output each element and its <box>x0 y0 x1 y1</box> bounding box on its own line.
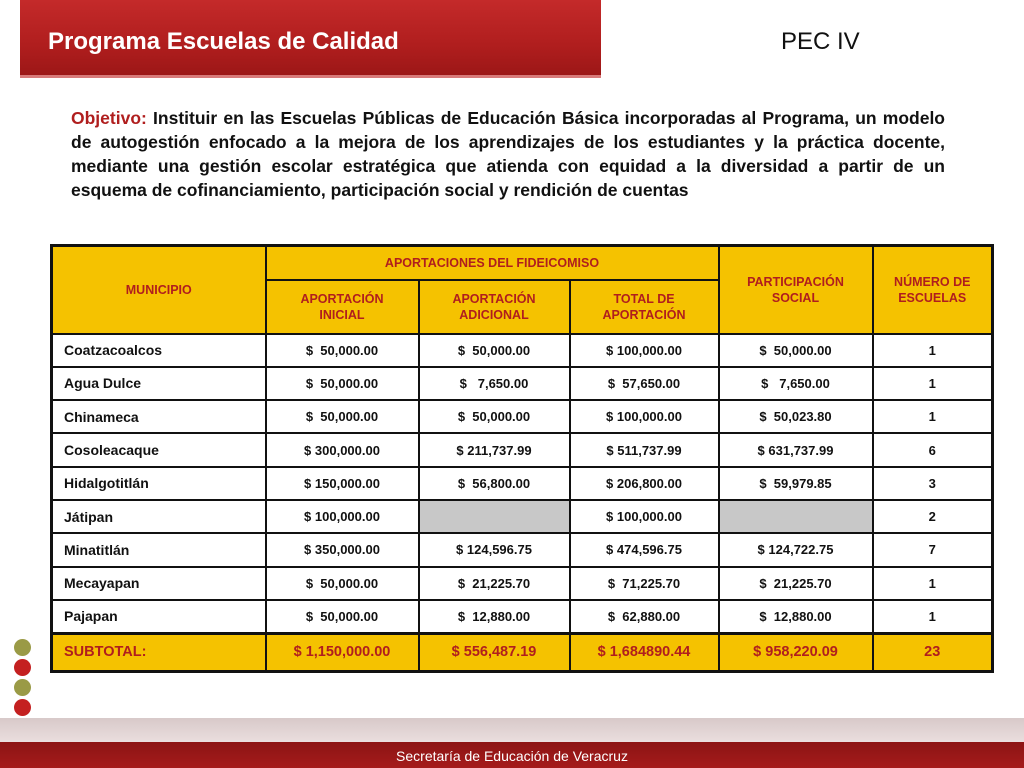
subtotal-total: $ 1,684890.44 <box>570 633 719 671</box>
cell-participacion: $ 59,979.85 <box>719 467 873 500</box>
cell-inicial: $ 50,000.00 <box>266 400 419 433</box>
footer-text: Secretaría de Educación de Veracruz <box>396 748 628 764</box>
cell-total: $ 206,800.00 <box>570 467 719 500</box>
cell-inicial: $ 50,000.00 <box>266 334 419 367</box>
decorative-dot-green <box>14 679 31 696</box>
cell-participacion: $ 631,737.99 <box>719 433 873 466</box>
cell-adicional: $ 50,000.00 <box>419 400 570 433</box>
cell-municipio: Coatzacoalcos <box>52 334 266 367</box>
table-footer <box>52 633 993 671</box>
cell-inicial: $ 350,000.00 <box>266 533 419 566</box>
table-row <box>52 400 993 433</box>
cell-total: $ 474,596.75 <box>570 533 719 566</box>
cell-participacion <box>719 500 873 533</box>
subtotal-participacion: $ 958,220.09 <box>719 633 873 671</box>
table-header <box>52 246 993 334</box>
header-adicional: APORTACIÓN ADICIONAL <box>419 280 570 334</box>
program-code: PEC IV <box>781 28 860 55</box>
cell-municipio: Chinameca <box>52 400 266 433</box>
cell-inicial: $ 100,000.00 <box>266 500 419 533</box>
contributions-table-container <box>50 244 991 673</box>
cell-municipio: Mecayapan <box>52 567 266 600</box>
cell-escuelas: 1 <box>873 367 993 400</box>
objective-paragraph <box>71 106 945 202</box>
cell-inicial: $ 50,000.00 <box>266 567 419 600</box>
cell-municipio: Cosoleacaque <box>52 433 266 466</box>
subtotal-row <box>52 633 993 671</box>
cell-adicional: $ 124,596.75 <box>419 533 570 566</box>
cell-total: $ 62,880.00 <box>570 600 719 633</box>
cell-escuelas: 6 <box>873 433 993 466</box>
cell-escuelas: 7 <box>873 533 993 566</box>
subtotal-adicional: $ 556,487.19 <box>419 633 570 671</box>
cell-inicial: $ 300,000.00 <box>266 433 419 466</box>
table-row <box>52 567 993 600</box>
table-row <box>52 334 993 367</box>
cell-adicional: $ 21,225.70 <box>419 567 570 600</box>
cell-municipio: Pajapan <box>52 600 266 633</box>
cell-escuelas: 3 <box>873 467 993 500</box>
cell-total: $ 100,000.00 <box>570 334 719 367</box>
cell-total: $ 71,225.70 <box>570 567 719 600</box>
decorative-dot-red <box>14 659 31 676</box>
header-escuelas: NÚMERO DE ESCUELAS <box>873 246 993 334</box>
cell-escuelas: 1 <box>873 600 993 633</box>
table-row <box>52 367 993 400</box>
cell-participacion: $ 50,000.00 <box>719 334 873 367</box>
cell-municipio: Minatitlán <box>52 533 266 566</box>
cell-adicional: $ 56,800.00 <box>419 467 570 500</box>
cell-participacion: $ 12,880.00 <box>719 600 873 633</box>
cell-adicional <box>419 500 570 533</box>
contributions-table <box>50 244 994 673</box>
cell-inicial: $ 50,000.00 <box>266 600 419 633</box>
cell-total: $ 100,000.00 <box>570 500 719 533</box>
footer-band <box>0 718 1024 742</box>
table-row <box>52 600 993 633</box>
table-body <box>52 334 993 634</box>
page-title: Programa Escuelas de Calidad <box>48 28 399 55</box>
cell-municipio: Agua Dulce <box>52 367 266 400</box>
cell-participacion: $ 50,023.80 <box>719 400 873 433</box>
header-municipio: MUNICIPIO <box>52 246 266 334</box>
table-row <box>52 467 993 500</box>
cell-escuelas: 1 <box>873 567 993 600</box>
cell-adicional: $ 12,880.00 <box>419 600 570 633</box>
subtotal-inicial: $ 1,150,000.00 <box>266 633 419 671</box>
cell-municipio: Hidalgotitlán <box>52 467 266 500</box>
cell-participacion: $ 21,225.70 <box>719 567 873 600</box>
header-inicial: APORTACIÓN INICIAL <box>266 280 419 334</box>
cell-total: $ 511,737.99 <box>570 433 719 466</box>
subtotal-label: SUBTOTAL: <box>52 633 266 671</box>
cell-inicial: $ 50,000.00 <box>266 367 419 400</box>
objective-text: Instituir en las Escuelas Públicas de Educación Básica incorporadas al Programa, un modelo de autogestión enfocado a la mejora de los aprendizajes de los estudiantes y la práctica docente, mediante una gestión escolar estratégica que atienda con equidad a la diversidad a partir de un esquema de cofinanciamiento, participación social y rendición de cuentas <box>71 108 945 200</box>
cell-escuelas: 1 <box>873 334 993 367</box>
decorative-dot-green <box>14 639 31 656</box>
table-row <box>52 500 993 533</box>
objective-label: Objetivo: <box>71 108 147 128</box>
cell-total: $ 100,000.00 <box>570 400 719 433</box>
subtotal-escuelas: 23 <box>873 633 993 671</box>
table-row <box>52 433 993 466</box>
table-row <box>52 533 993 566</box>
header-participacion: PARTICIPACIÓN SOCIAL <box>719 246 873 334</box>
cell-total: $ 57,650.00 <box>570 367 719 400</box>
header-fideicomiso: APORTACIONES DEL FIDEICOMISO <box>266 246 719 280</box>
cell-adicional: $ 7,650.00 <box>419 367 570 400</box>
cell-municipio: Játipan <box>52 500 266 533</box>
cell-inicial: $ 150,000.00 <box>266 467 419 500</box>
cell-adicional: $ 211,737.99 <box>419 433 570 466</box>
decorative-dot-red <box>14 699 31 716</box>
header-total: TOTAL DE APORTACIÓN <box>570 280 719 334</box>
cell-escuelas: 2 <box>873 500 993 533</box>
cell-participacion: $ 7,650.00 <box>719 367 873 400</box>
cell-adicional: $ 50,000.00 <box>419 334 570 367</box>
cell-escuelas: 1 <box>873 400 993 433</box>
cell-participacion: $ 124,722.75 <box>719 533 873 566</box>
